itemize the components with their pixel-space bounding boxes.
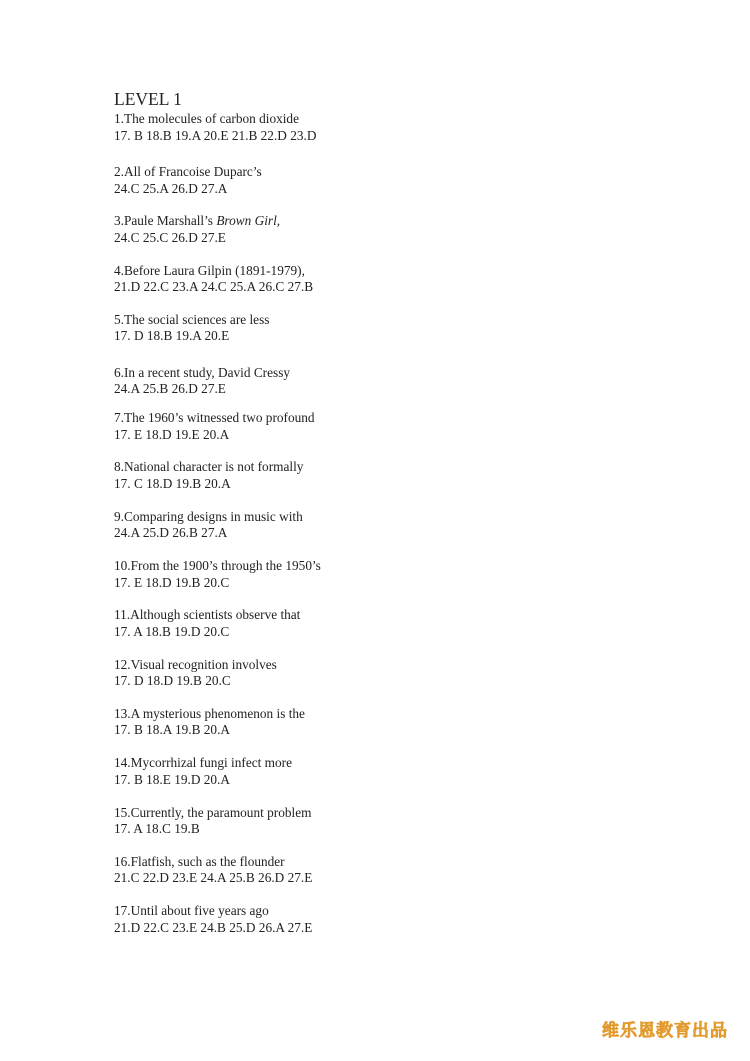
list-item [114, 459, 674, 492]
item-answers: 17. A 18.B 19.D 20.C [114, 623, 230, 639]
item-title: 1.The molecules of carbon dioxide [114, 111, 299, 126]
item-answers: 17. B 18.B 19.A 20.E 21.B 22.D 23.D [114, 127, 317, 143]
level-title: LEVEL 1 [114, 89, 182, 109]
item-answers: 24.C 25.C 26.D 27.E [114, 229, 226, 245]
list-item [114, 509, 674, 542]
item-title: 11.Although scientists observe that [114, 607, 301, 623]
list-item [114, 657, 674, 690]
item-title: 14.Mycorrhizal fungi infect more [114, 755, 292, 771]
item-answers: 17. B 18.A 19.B 20.A [114, 722, 230, 738]
item-answers: 17. E 18.D 19.B 20.C [114, 574, 230, 590]
item-answers: 17. E 18.D 19.E 20.A [114, 426, 230, 442]
item-title: 2.All of Francoise Duparc’s [114, 164, 262, 179]
list-item [114, 854, 674, 887]
list-item [114, 164, 674, 197]
list-item [114, 263, 674, 296]
item-title: 7.The 1960’s witnessed two profound [114, 410, 315, 426]
item-answers: 17. D 18.D 19.B 20.C [114, 673, 231, 689]
item-title: 5.The social sciences are less [114, 311, 270, 327]
item-answers: 17. C 18.D 19.B 20.A [114, 475, 231, 491]
list-item [114, 805, 674, 838]
item-answers: 24.C 25.A 26.D 27.A [114, 180, 228, 196]
item-answers: 24.A 25.B 26.D 27.E [114, 381, 226, 397]
item-title: 17.Until about five years ago [114, 903, 269, 919]
item-title: 8.National character is not formally [114, 459, 304, 475]
item-answers: 21.D 22.C 23.A 24.C 25.A 26.C 27.B [114, 279, 314, 295]
item-answers: 24.A 25.D 26.B 27.A [114, 525, 228, 541]
list-item [114, 312, 674, 345]
item-title: 13.A mysterious phenomenon is the [114, 705, 305, 721]
answer-key-page [114, 88, 674, 952]
item-title-text: 3.Paule Marshall’s [114, 213, 217, 229]
book-title: Brown Girl, [216, 213, 281, 229]
list-item [114, 558, 674, 591]
list-item [114, 410, 674, 443]
item-answers: 21.C 22.D 23.E 24.A 25.B 26.D 27.E [114, 870, 313, 886]
item-answers: 17. A 18.C 19.B [114, 821, 200, 837]
list-item [114, 755, 674, 788]
list-item [114, 213, 674, 246]
list-item [114, 607, 674, 640]
item-title: 10.From the 1900’s through the 1950’s [114, 558, 321, 574]
item-answers: 17. B 18.E 19.D 20.A [114, 771, 230, 787]
item-answers: 21.D 22.C 23.E 24.B 25.D 26.A 27.E [114, 919, 313, 935]
item-title: 12.Visual recognition involves [114, 656, 277, 672]
item-title [114, 213, 674, 230]
publisher-watermark: 维乐恩教育出品 [602, 1021, 728, 1041]
item-title: 9.Comparing designs in music with [114, 508, 303, 524]
item-title: 15.Currently, the paramount problem [114, 804, 312, 820]
list-item [114, 365, 674, 398]
list-item [114, 111, 674, 144]
item-answers: 17. D 18.B 19.A 20.E [114, 328, 230, 344]
list-item [114, 903, 674, 936]
item-title: 16.Flatfish, such as the flounder [114, 853, 285, 869]
list-item [114, 706, 674, 739]
item-title: 4.Before Laura Gilpin (1891-1979), [114, 262, 305, 278]
item-title: 6.In a recent study, David Cressy [114, 364, 291, 380]
